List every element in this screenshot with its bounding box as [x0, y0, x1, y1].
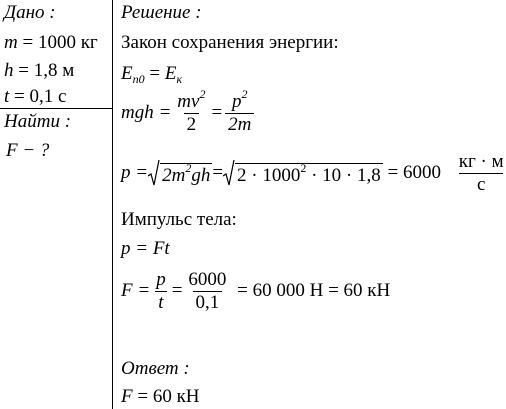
eq2-f2-den: 2m — [225, 113, 254, 135]
eq5-lhs: F = — [121, 280, 151, 302]
eq3-unit-den: с — [459, 173, 503, 195]
eq2-f2-sup: 2 — [241, 87, 248, 101]
fraction-6000-over-0-1 — [185, 270, 229, 313]
given-divider — [0, 108, 112, 109]
fraction-p-over-t — [153, 270, 169, 313]
solution-header: Решение : — [121, 2, 202, 23]
eq1-rhs: E — [164, 63, 177, 84]
radical-sign-icon — [148, 160, 160, 186]
eq2-f1-sup: 2 — [199, 87, 206, 101]
given-height-var: h — [4, 60, 14, 81]
eq2-f1-num: mv — [177, 91, 200, 112]
eq1-mid: = — [144, 63, 165, 84]
eq2-f1-den: 2 — [184, 113, 200, 135]
momentum-equation — [121, 152, 506, 195]
given-height — [4, 60, 74, 82]
given-time — [4, 86, 66, 108]
fraction-mv2-over-2 — [174, 87, 208, 135]
sqrt-symbolic — [148, 160, 212, 186]
eq5-f1-den: t — [155, 291, 166, 313]
given-mass — [4, 32, 98, 54]
given-height-value: = 1,8 м — [13, 60, 75, 81]
eq5-f1-num: p — [156, 269, 166, 290]
force-equation — [121, 270, 390, 313]
sqrt-numeric — [223, 160, 383, 186]
fraction-p2-over-2m — [225, 87, 254, 135]
eq3-unit-num: кг · м — [458, 151, 504, 172]
answer-rest: = 60 кН — [132, 386, 200, 407]
answer-header: Ответ : — [121, 358, 190, 379]
eq3-lhs: p = — [121, 162, 149, 184]
given-mass-var: m — [4, 32, 18, 53]
eq1-lhs-sub: п0 — [132, 72, 145, 86]
eq5-f2-den: 0,1 — [193, 291, 223, 313]
energy-equation — [121, 63, 182, 85]
given-time-value: = 0,1 с — [9, 86, 67, 107]
find-header: Найти : — [4, 111, 72, 132]
eq1-rhs-sub: к — [176, 72, 183, 86]
eq3-rad1-sup: 2 — [185, 160, 192, 175]
eq3-rad2-b: · 10 · 1,8 — [306, 164, 381, 186]
impulse-equation: p = Ft — [121, 238, 170, 259]
given-header: Дано : — [4, 2, 56, 23]
unit-fraction — [456, 152, 506, 195]
radical-sign-icon — [223, 160, 235, 186]
eq1-lhs: E — [121, 63, 133, 84]
law-text: Закон сохранения энергии: — [121, 32, 339, 53]
given-mass-value: = 1000 кг — [17, 32, 98, 53]
eq3-result: = 6000 — [382, 162, 446, 184]
eq3-rad1-a: 2m — [162, 164, 186, 186]
eq3-rad2-sup: 2 — [300, 160, 307, 175]
column-divider — [112, 0, 113, 409]
eq2-f2-num: p — [232, 91, 242, 112]
eq5-eq: = — [171, 280, 183, 302]
eq2-eq: = — [211, 102, 223, 124]
energy-substitution — [121, 87, 257, 135]
find-value: F − ? — [6, 140, 50, 161]
answer-var: F — [121, 386, 133, 407]
eq3-rad2-a: 2 · 1000 — [237, 164, 301, 186]
eq3-eq: = — [212, 162, 224, 184]
given-time-var: t — [4, 86, 10, 107]
answer-value — [121, 386, 200, 408]
eq3-rad1-b: gh — [191, 164, 211, 186]
eq5-result: = 60 000 Н = 60 кН — [232, 280, 391, 302]
eq2-lhs: mgh = — [121, 102, 172, 124]
eq5-f2-num: 6000 — [188, 269, 227, 290]
impulse-label: Импульс тела: — [121, 209, 237, 230]
